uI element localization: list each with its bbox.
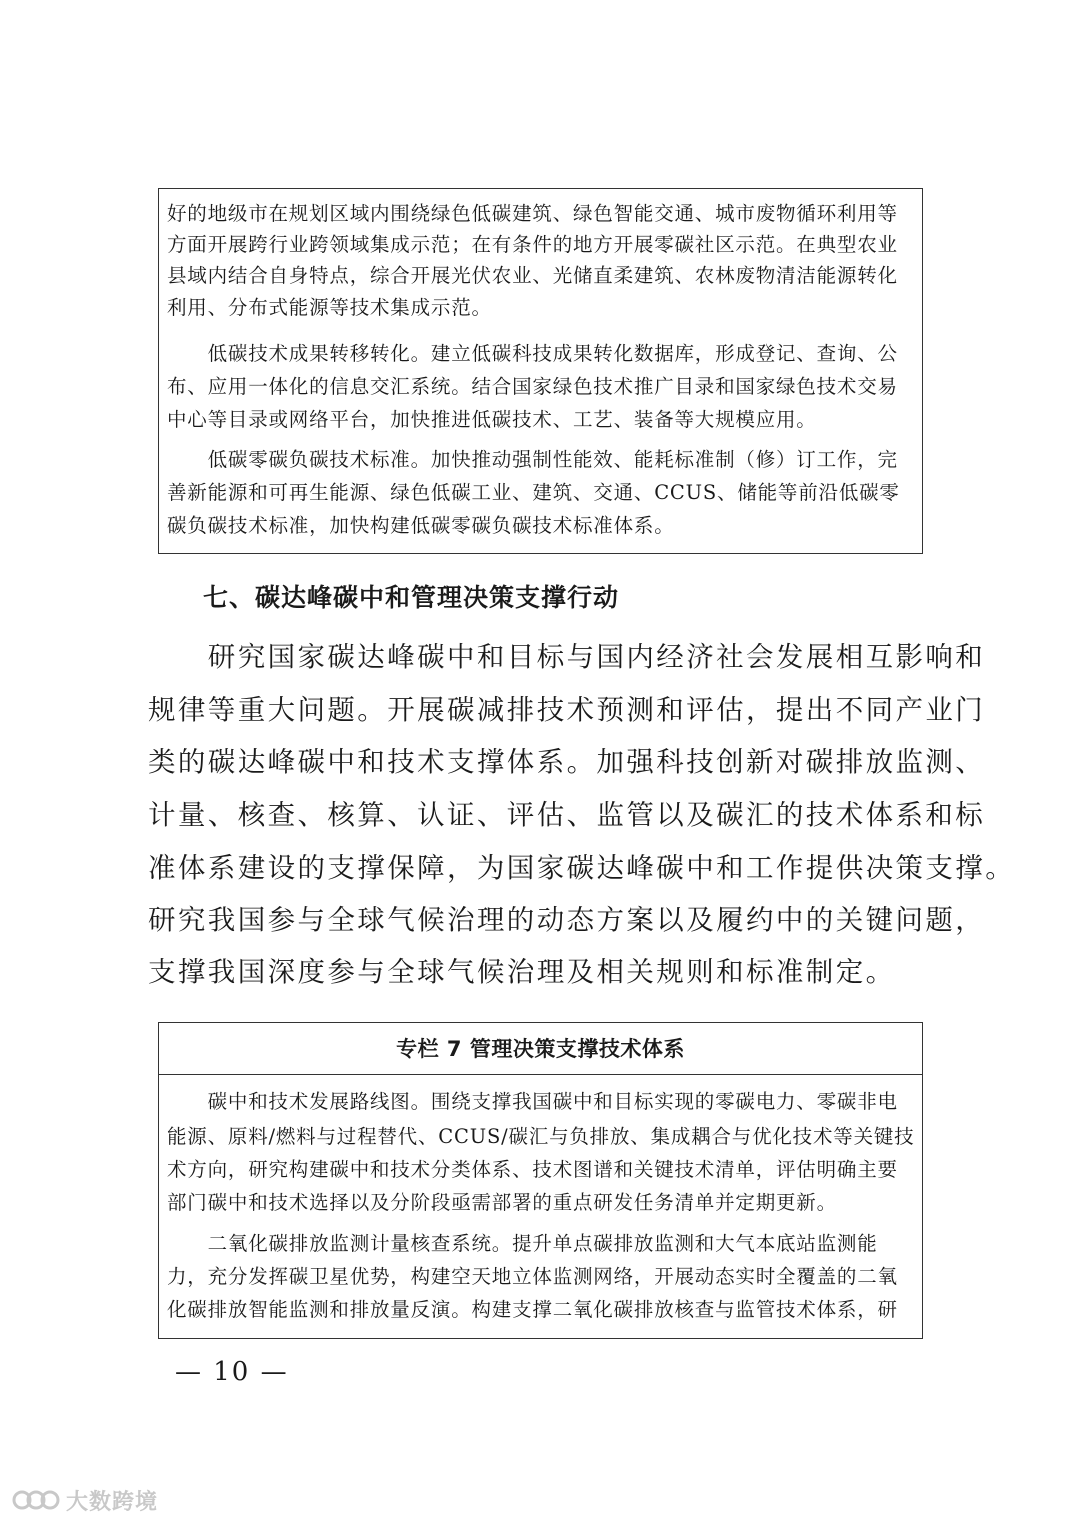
box2-line-7: 化碳排放智能监测和排放量反演。构建支撑二氧化碳排放核查与监管技术体系，研 (167, 1298, 898, 1321)
feature-box-continued (158, 188, 923, 554)
box2-line-5: 二氧化碳排放监测计量核查系统。提升单点碳排放监测和大气本底站监测能 (167, 1232, 878, 1255)
feature-box-7 (158, 1022, 923, 1339)
box2-line-1: 碳中和技术发展路线图。围绕支撑我国碳中和目标实现的零碳电力、零碳非电 (167, 1090, 898, 1113)
body-line-3: 类的碳达峰碳中和技术支撑体系。加强科技创新对碳排放监测、 (148, 746, 986, 778)
body-line-1: 研究国家碳达峰碳中和目标与国内经济社会发展相互影响和 (148, 641, 986, 673)
box1-line-8: 低碳零碳负碳技术标准。加快推动强制性能效、能耗标准制（修）订工作，完 (167, 448, 898, 471)
page-number: — 10 — (175, 1357, 289, 1387)
box1-line-3: 县域内结合自身特点，综合开展光伏农业、光储直柔建筑、农林废物清洁能源转化 (167, 264, 898, 287)
feature-box-title: 专栏 7 管理决策支撑技术体系 (159, 1023, 922, 1075)
box1-line-4: 利用、分布式能源等技术集成示范。 (167, 296, 492, 319)
box1-line-6: 布、应用一体化的信息交汇系统。结合国家绿色技术推广目录和国家绿色技术交易 (167, 375, 898, 398)
watermark-text: 大数跨境 (66, 1489, 159, 1515)
box1-line-5: 低碳技术成果转移转化。建立低碳科技成果转化数据库，形成登记、查询、公 (167, 342, 898, 365)
box1-line-2: 方面开展跨行业跨领域集成示范；在有条件的地方开展零碳社区示范。在典型农业 (167, 233, 898, 256)
body-line-7: 支撑我国深度参与全球气候治理及相关规则和标准制定。 (148, 956, 896, 988)
body-line-4: 计量、核查、核算、认证、评估、监管以及碳汇的技术体系和标 (148, 799, 986, 831)
box2-line-2: 能源、原料/燃料与过程替代、CCUS/碳汇与负排放、集成耦合与优化技术等关键技 (167, 1125, 915, 1148)
box1-line-9: 善新能源和可再生能源、绿色低碳工业、建筑、交通、CCUS、储能等前沿低碳零 (167, 481, 900, 504)
box1-line-7: 中心等目录或网络平台，加快推进低碳技术、工艺、装备等大规模应用。 (167, 408, 817, 431)
body-line-2: 规律等重大问题。开展碳减排技术预测和评估，提出不同产业门 (148, 694, 986, 726)
box2-line-3: 术方向，研究构建碳中和技术分类体系、技术图谱和关键技术清单，评估明确主要 (167, 1158, 898, 1181)
box2-line-4: 部门碳中和技术选择以及分阶段亟需部署的重点研发任务清单并定期更新。 (167, 1191, 837, 1214)
section-heading: 七、碳达峰碳中和管理决策支撑行动 (203, 583, 620, 612)
body-line-6: 研究我国参与全球气候治理的动态方案以及履约中的关键问题， (148, 904, 986, 936)
box1-line-10: 碳负碳技术标准，加快构建低碳零碳负碳技术标准体系。 (167, 514, 675, 537)
body-line-5: 准体系建设的支撑保障，为国家碳达峰碳中和工作提供决策支撑。 (148, 852, 1016, 884)
watermark (12, 1485, 158, 1515)
box1-line-1: 好的地级市在规划区域内围绕绿色低碳建筑、绿色智能交通、城市废物循环利用等 (167, 202, 898, 225)
watermark-logo-icon (12, 1487, 60, 1513)
box2-line-6: 力，充分发挥碳卫星优势，构建空天地立体监测网络，开展动态实时全覆盖的二氧 (167, 1265, 898, 1288)
